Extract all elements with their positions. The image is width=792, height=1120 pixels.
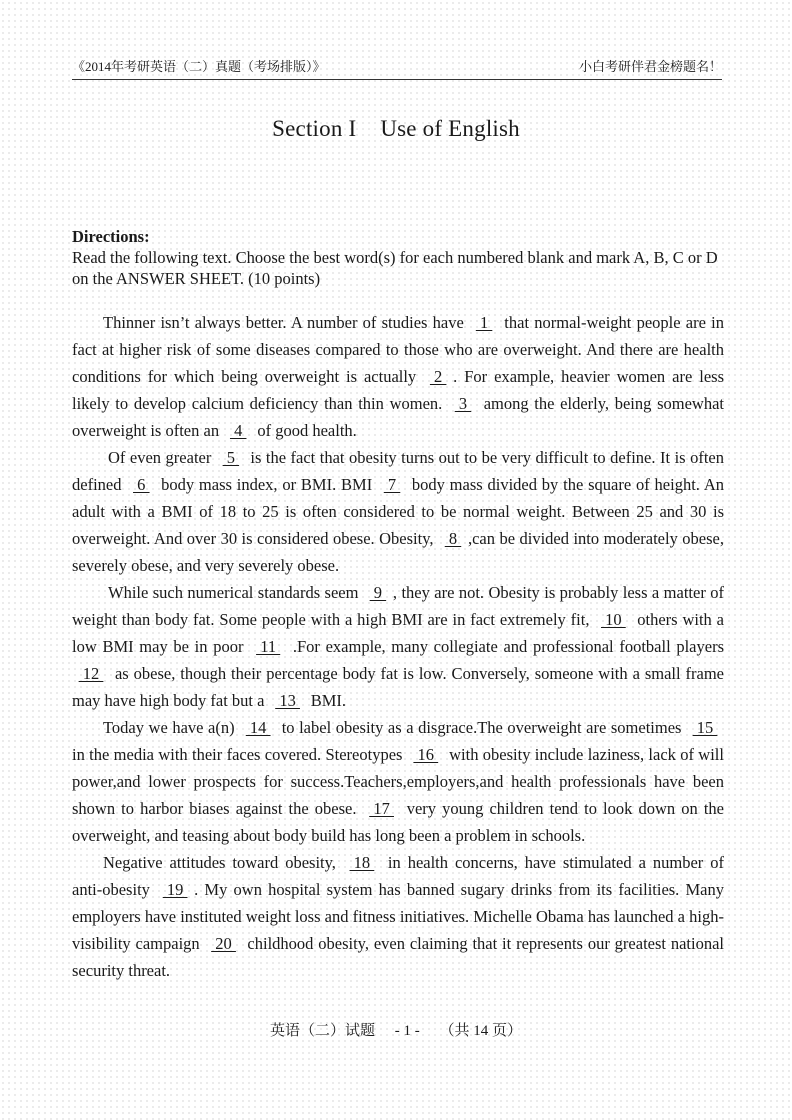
blank-16: 16 [413, 745, 439, 764]
passage-text: is the fact that obesity turns out to be very difficult to define. It is often defined [72, 448, 724, 494]
passage-text: While such numerical standards seem [108, 583, 363, 602]
blank-19: 19 [162, 880, 188, 899]
cloze-passage [72, 309, 724, 984]
footer-page-number: - 1 - [394, 1023, 420, 1039]
passage-text: , they are not. Obesity is probably less a matter of weight than body fat. Some people with a high BMI are in fact extremely fit, [72, 583, 724, 629]
paragraph [72, 309, 724, 444]
passage-text: ,can be divided into moderately obese, severely obese, and very severely obese. [72, 529, 724, 575]
passage-text: others with a low BMI may be in poor [72, 610, 725, 656]
passage-text: very young children tend to look down on the overweight, and teasing about body build has long been a problem in schools. [72, 799, 725, 845]
passage-text: to label obesity as a disgrace.The overweight are sometimes [277, 718, 686, 737]
passage-text: Today we have a(n) [103, 718, 240, 737]
paragraph [72, 849, 724, 984]
passage-text: that normal-weight people are in fact at higher risk of some diseases compared to those who are overweight. And there are health conditions for which being overweight is actually [72, 313, 724, 386]
passage-text: of good health. [253, 421, 357, 440]
blank-8: 8 [444, 529, 462, 548]
passage-text: childhood obesity, even claiming that it represents our greatest national security threat. [72, 934, 724, 980]
passage-text: .For example, many collegiate and professional football players [287, 637, 724, 656]
blank-7: 7 [383, 475, 401, 494]
passage-text: Negative attitudes toward obesity, [103, 853, 343, 872]
directions-label: Directions: [72, 227, 150, 246]
blank-20: 20 [211, 934, 236, 953]
blank-3: 3 [454, 394, 472, 413]
paragraph [72, 714, 724, 849]
blank-14: 14 [245, 718, 271, 737]
blank-13: 13 [275, 691, 300, 710]
blank-12: 12 [78, 664, 104, 683]
blank-18: 18 [349, 853, 375, 872]
blank-1: 1 [475, 313, 493, 332]
blank-6: 6 [133, 475, 150, 494]
passage-text: . For example, heavier women are less likely to develop calcium deficiency than thin women. [72, 367, 724, 413]
passage-text: as obese, though their percentage body fat is low. Conversely, someone with a small frame may have high body fat but a [72, 664, 724, 710]
header-left: 《2014年考研英语（二）真题（考场排版）》 [72, 59, 326, 74]
paragraph [72, 444, 724, 579]
passage-text: body mass index, or BMI. BMI [156, 475, 378, 494]
passage-text: among the elderly, being somewhat overweight is often an [72, 394, 724, 440]
passage-text: with obesity include laziness, lack of will power,and lower prospects for success.Teachers,employers,and health professionals have been shown to harbor biases against the obese. [72, 745, 724, 818]
blank-17: 17 [369, 799, 394, 818]
footer-total-pages: （共 14 页） [439, 1023, 523, 1039]
blank-15: 15 [692, 718, 718, 737]
section-subject: Use of English [380, 116, 520, 141]
header-right: 小白考研伴君金榜题名！ [578, 59, 722, 74]
directions-block [72, 226, 724, 289]
paragraph [72, 579, 724, 714]
passage-text: Thinner isn’t always better. A number of studies have [103, 313, 470, 332]
page-footer [0, 1019, 792, 1040]
blank-10: 10 [600, 610, 626, 629]
blank-2: 2 [429, 367, 447, 386]
passage-text: . My own hospital system has banned sugary drinks from its facilities. Many employers have instituted weight loss and fitness initiatives. Michelle Obama has launched a high-visibility campaign [72, 880, 725, 953]
page-header [72, 56, 722, 80]
passage-text: in the media with their faces covered. Stereotypes [72, 745, 407, 764]
passage-text: body mass divided by the square of height. An adult with a BMI of 18 to 25 is often considered to be normal weight. Between 25 and 30 is overweight. And over 30 is considered obese. Obesity, [72, 475, 724, 548]
section-title [0, 116, 792, 142]
blank-9: 9 [369, 583, 387, 602]
directions-text: Read the following text. Choose the best word(s) for each numbered blank and mark A, B, C or D on the ANSWER SHEET. (10 points) [72, 248, 718, 288]
blank-11: 11 [256, 637, 281, 656]
passage-text: BMI. [306, 691, 346, 710]
passage-text: Of even greater [108, 448, 216, 467]
blank-4: 4 [229, 421, 247, 440]
blank-5: 5 [222, 448, 240, 467]
footer-subject: 英语（二）试题 [269, 1023, 375, 1039]
passage-text: in health concerns, have stimulated a number of anti-obesity [72, 853, 724, 899]
section-label: Section I [272, 116, 357, 141]
